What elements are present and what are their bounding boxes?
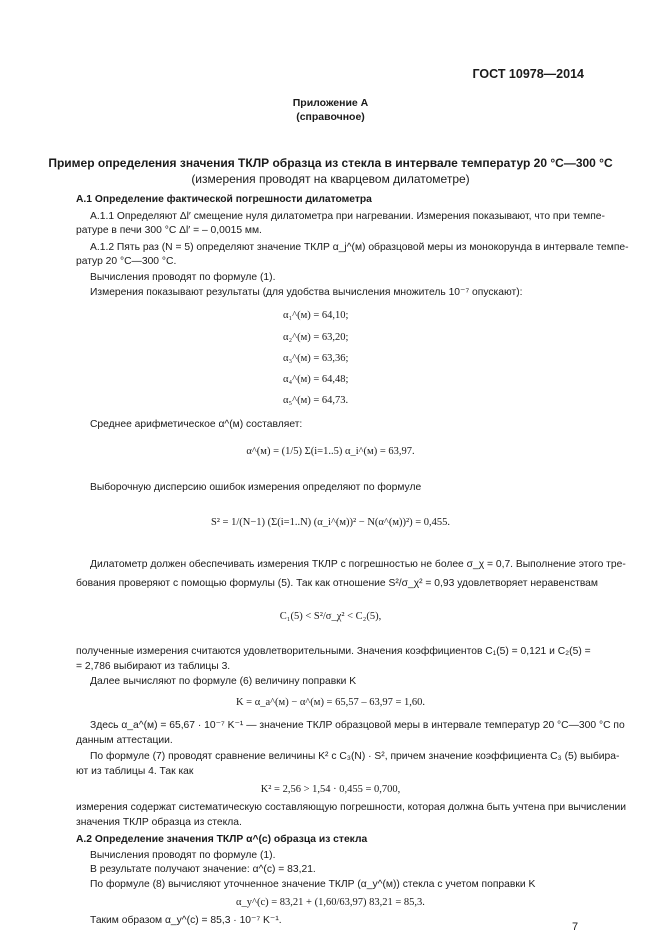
accuracy-line1: Дилатометр должен обеспечивать измерения ТКЛР с погрешностью не более σ_χ = 0,7. Выполнение этого тре- bbox=[90, 559, 626, 570]
measurement-4: α₄^(м) = 64,48; bbox=[283, 374, 349, 385]
measurement-1: α₁^(м) = 64,10; bbox=[283, 310, 349, 321]
compare-line2: ют из таблицы 4. Так как bbox=[76, 766, 194, 777]
a2-paragraph-1: Вычисления проводят по формуле (1). bbox=[90, 850, 276, 861]
mean-label: Среднее арифметическое α^(м) составляет: bbox=[90, 419, 303, 430]
annex-title: Приложение А bbox=[292, 97, 369, 109]
page-number: 7 bbox=[572, 921, 579, 933]
paragraph-a12-line2: ратур 20 °С—300 °С. bbox=[76, 256, 177, 267]
section-a2-heading: А.2 Определение значения ТКЛР α^(с) образца из стекла bbox=[76, 834, 368, 845]
compare-formula: K² = 2,56 > 1,54 · 0,455 = 0,700, bbox=[260, 784, 401, 795]
a2-paragraph-3: По формуле (8) вычисляют уточненное значение ТКЛР (α_y^(м)) стекла с учетом поправки K bbox=[90, 879, 536, 890]
annex-kind: (справочное) bbox=[296, 111, 365, 123]
a2-paragraph-2: В результате получают значение: α^(с) = 83,21. bbox=[90, 864, 316, 875]
compare-line1: По формуле (7) проводят сравнение величины K² с C₃(N) · S², причем значение коэффициента C₃ (5) выбира- bbox=[90, 751, 620, 762]
result-line1: полученные измерения считаются удовлетворительными. Значения коэффициентов C₁(5) = 0,121 и C₂(5) = bbox=[76, 646, 591, 657]
correction-formula: K = α_a^(м) − α^(м) = 65,57 – 63,97 = 1,60. bbox=[235, 697, 426, 708]
here-line2: данным аттестации. bbox=[76, 735, 173, 746]
final-formula: α_y^(с) = 83,21 + (1,60/63,97) 83,21 = 85,3. bbox=[236, 897, 425, 908]
paragraph-a11-line2: ратуре в печи 300 °С Δl′ = – 0,0015 мм. bbox=[76, 225, 262, 236]
section-a1-heading: А.1 Определение фактической погрешности дилатометра bbox=[76, 194, 372, 205]
paragraph-measurement-note: Измерения показывают результаты (для удобства вычисления множитель 10⁻⁷ опускают): bbox=[90, 287, 523, 298]
paragraph-a11-line1: А.1.1 Определяют Δl′ смещение нуля дилатометра при нагревании. Измерения показывают, что при темпе- bbox=[90, 211, 605, 222]
example-subtitle: (измерения проводят на кварцевом дилатометре) bbox=[191, 172, 470, 186]
variance-label: Выборочную дисперсию ошибок измерения определяют по формуле bbox=[90, 482, 422, 493]
measurement-3: α₃^(м) = 63,36; bbox=[283, 353, 349, 364]
systematic-line1: измерения содержат систематическую составляющую погрешности, которая должна быть учтена при вычислении bbox=[76, 802, 627, 813]
mean-formula: α^(м) = (1/5) Σ(i=1..5) α_i^(м) = 63,97. bbox=[246, 446, 415, 457]
measurement-5: α₅^(м) = 64,73. bbox=[283, 395, 349, 406]
inequality-formula: C₁(5) < S²/σ_χ² < C₂(5), bbox=[279, 611, 382, 622]
accuracy-line2: бования проверяют с помощью формулы (5). Так как отношение S²/σ_χ² = 0,93 удовлетворяет неравенствам bbox=[76, 578, 598, 589]
document-code: ГОСТ 10978—2014 bbox=[472, 67, 584, 81]
systematic-line2: значения ТКЛР образца из стекла. bbox=[76, 817, 242, 828]
paragraph-a12-line1: А.1.2 Пять раз (N = 5) определяют значение ТКЛР α_j^(м) образцовой меры из монокорунда в интервале темпе- bbox=[90, 242, 629, 253]
conclusion: Таким образом α_y^(с) = 85,3 · 10⁻⁷ K⁻¹. bbox=[90, 915, 282, 926]
example-title: Пример определения значения ТКЛР образца из стекла в интервале температур 20 °С—300 °С bbox=[48, 156, 613, 170]
paragraph-formula-ref: Вычисления проводят по формуле (1). bbox=[90, 272, 276, 283]
result-line2: = 2,786 выбирают из таблицы 3. bbox=[76, 661, 231, 672]
measurement-2: α₂^(м) = 63,20; bbox=[283, 332, 349, 343]
correction-label: Далее вычисляют по формуле (6) величину поправки K bbox=[90, 676, 357, 687]
variance-formula: S² = 1/(N−1) (Σ(i=1..N) (α_i^(м))² − N(α^(м))²) = 0,455. bbox=[210, 517, 451, 528]
here-line1: Здесь α_a^(м) = 65,67 · 10⁻⁷ K⁻¹ — значение ТКЛР образцовой меры в интервале температур 20 °С—300 °С по bbox=[90, 720, 625, 731]
